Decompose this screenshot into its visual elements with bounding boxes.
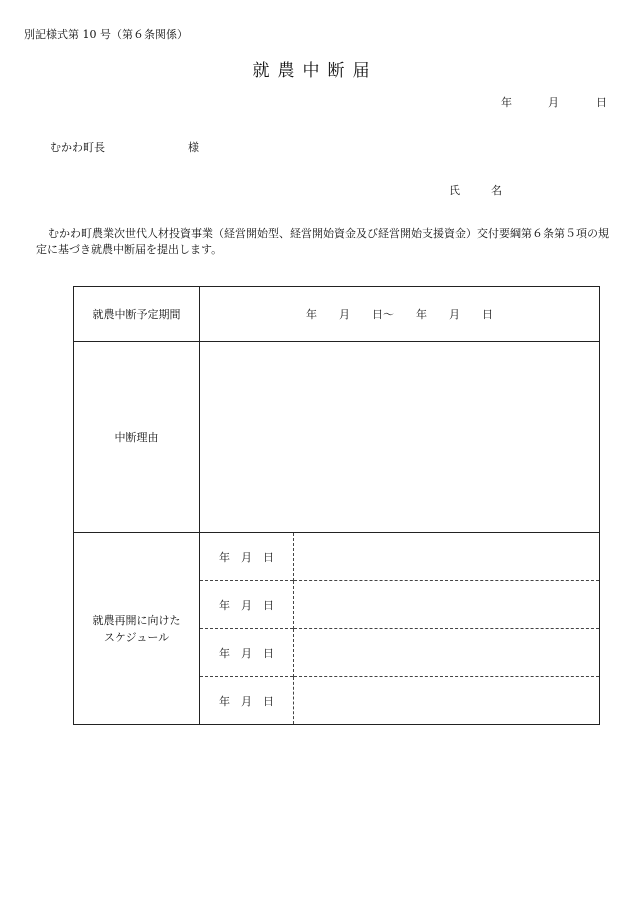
applicant-name-label: 氏 名 (449, 184, 512, 197)
period-value-field[interactable]: 年 月 日〜 年 月 日 (200, 287, 600, 342)
schedule-cell (200, 533, 600, 725)
reason-label: 中断理由 (74, 342, 200, 533)
schedule-item (200, 629, 599, 677)
schedule-item (200, 533, 599, 581)
schedule-item (200, 677, 599, 725)
date-year-label: 年 (501, 96, 512, 109)
honorific: 様 (188, 141, 199, 154)
document-title: 就農中断届 (252, 61, 378, 81)
schedule-content-field[interactable] (294, 581, 600, 629)
schedule-item (200, 581, 599, 629)
schedule-table (200, 533, 599, 724)
date-day-label: 日 (596, 96, 607, 109)
body-text: むかわ町農業次世代人材投資事業（経営開始型、経営開始資金及び経営開始支援資金）交付要綱第６条第５項の規定に基づき就農中断届を提出します。 (36, 227, 609, 256)
application-table (73, 286, 600, 725)
schedule-content-field[interactable] (294, 629, 600, 677)
reason-field[interactable] (200, 342, 600, 533)
period-row (74, 287, 600, 342)
schedule-date-field[interactable]: 年 月 日 (200, 677, 294, 725)
schedule-label-line2: スケジュール (103, 630, 170, 644)
date-month-label: 月 (548, 96, 559, 109)
period-label: 就農中断予定期間 (74, 287, 200, 342)
reason-row (74, 342, 600, 533)
schedule-label (74, 533, 200, 725)
form-id: 別記様式第 10 号（第６条関係） (24, 28, 188, 41)
schedule-date-field[interactable]: 年 月 日 (200, 629, 294, 677)
addressee: むかわ町長 (50, 141, 105, 154)
schedule-content-field[interactable] (294, 677, 600, 725)
schedule-row (74, 533, 600, 725)
schedule-date-field[interactable]: 年 月 日 (200, 581, 294, 629)
schedule-content-field[interactable] (294, 533, 600, 581)
schedule-label-line1: 就農再開に向けた (92, 613, 181, 627)
schedule-date-field[interactable]: 年 月 日 (200, 533, 294, 581)
